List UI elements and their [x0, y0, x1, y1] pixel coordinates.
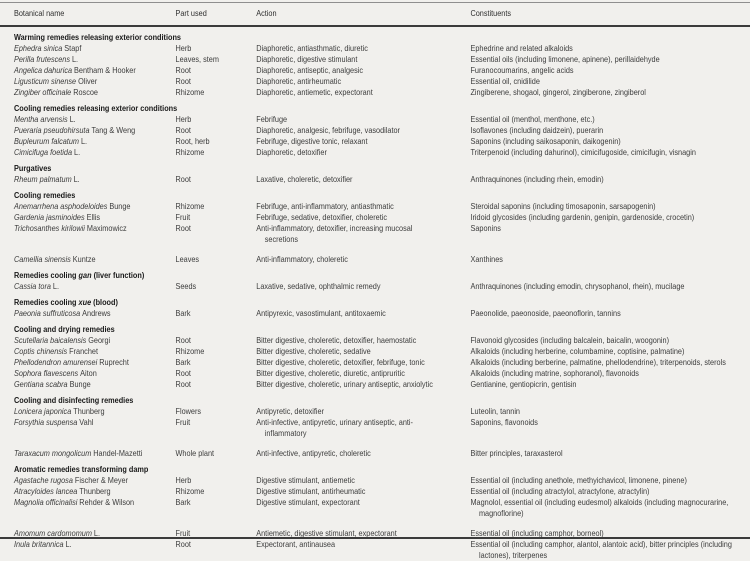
constituents-cell: Bitter principles, taraxasterol: [470, 448, 563, 458]
constituents-cell: Flavonoid glycosides (including balcalein, baicalin, woogonin): [470, 335, 670, 345]
botanical-name-cell: [14, 114, 176, 125]
section-title-italic: xue: [78, 297, 92, 307]
part-used-cell: Root: [175, 379, 191, 389]
action-cell: Febrifuge, anti-inflammatory, antiasthmatic: [256, 201, 394, 211]
action-cell: Febrifuge: [256, 114, 288, 124]
botanical-authority: Bunge: [109, 201, 131, 211]
botanical-authority: Aiton: [80, 368, 97, 378]
table-row: [14, 65, 747, 76]
action-cell: Febrifuge, digestive tonic, relaxant: [256, 136, 368, 146]
action-cell: Digestive stimulant, antirheumatic: [256, 486, 366, 496]
botanical-authority: Ellis: [86, 212, 101, 222]
botanical-authority: L.: [80, 136, 88, 146]
constituents-cell: Xanthines: [470, 254, 503, 264]
column-header-part-used: Part used: [175, 8, 207, 18]
botanical-name-cell: [14, 136, 176, 147]
action-cell: Diaphoretic, antiseptic, analgesic: [256, 65, 364, 75]
part-used-cell: Leaves: [175, 254, 200, 264]
botanical-authority: Kuntze: [72, 254, 96, 264]
part-used-cell: Root, herb: [175, 136, 210, 146]
botanical-name-cell: [14, 54, 176, 65]
botanical-authority: L.: [73, 174, 80, 184]
section-header: [14, 32, 747, 43]
botanical-latin: Amomum cardomomum: [14, 528, 92, 538]
botanical-name-cell: [14, 497, 176, 519]
table-row: [14, 201, 747, 212]
action-cell: Laxative, choleretic, detoxifier: [256, 174, 353, 184]
section-title-post: (blood): [91, 297, 118, 307]
constituents-cell: Essential oils (including limonene, apinene), perillaidehyde: [470, 54, 660, 64]
part-used-cell: Fruit: [175, 528, 191, 538]
action-cell: Antiemetic, digestive stimulant, expectorant: [256, 528, 397, 538]
table-row: [14, 346, 747, 357]
constituents-cell: Gentianine, gentiopicrin, gentisin: [470, 379, 577, 389]
part-used-cell: Bark: [175, 308, 191, 318]
botanical-authority: Ruprecht: [99, 357, 129, 367]
botanical-authority: Stapf: [64, 43, 82, 53]
constituents-cell: Triterpenoid (including dahurinol), cimicifugoside, cimicifugin, visnagin: [470, 147, 696, 157]
part-used-cell: Fruit: [175, 417, 191, 427]
botanical-authority: Roscoe: [73, 87, 98, 97]
constituents-cell: Saponins (including saikosaponin, daikogenin): [470, 136, 621, 146]
table-row: [14, 497, 747, 519]
action-cell: Bitter digestive, choleretic, diuretic, antipruritic: [256, 368, 405, 378]
section-title-pre: Purgatives: [14, 163, 52, 173]
botanical-authority: Vahl: [79, 417, 94, 427]
botanical-latin: Forsythia suspensa: [14, 417, 78, 427]
botanical-latin: Mentha arvensis: [14, 114, 68, 124]
part-used-cell: Root: [175, 65, 191, 75]
table-row: [14, 87, 747, 98]
table-row: [14, 43, 747, 54]
table-row: [14, 448, 747, 459]
section-header: [14, 464, 747, 475]
botanical-authority: L.: [74, 147, 81, 157]
botanical-authority: Andrews: [82, 308, 111, 318]
botanical-latin: Perilla frutescens: [14, 54, 71, 64]
botanical-authority: Oliver: [78, 76, 98, 86]
botanical-latin: Pueraria pseudohirsuta: [14, 125, 90, 135]
part-used-cell: Root: [175, 539, 191, 549]
part-used-cell: Rhizome: [175, 201, 205, 211]
section-header: [14, 270, 747, 281]
section-header: [14, 190, 747, 201]
constituents-cell: Alkaloids (including herberine, columbamine, coptisine, palmatine): [470, 346, 685, 356]
botanical-authority: Fischer & Meyer: [74, 475, 129, 485]
part-used-cell: Rhizome: [175, 486, 205, 496]
botanical-name-cell: [14, 417, 176, 439]
botanical-latin: Taraxacum mongolicum: [14, 448, 92, 458]
part-used-cell: Rhizome: [175, 87, 205, 97]
constituents-cell: Furanocoumarins, angelic acids: [470, 65, 574, 75]
botanical-name-cell: [14, 147, 176, 158]
botanical-latin: Zingiber officinale: [14, 87, 72, 97]
column-header-action: Action: [256, 8, 277, 18]
botanical-name-cell: [14, 486, 176, 497]
section-header: [14, 324, 747, 335]
table-row: [14, 76, 747, 87]
part-used-cell: Root: [175, 174, 191, 184]
part-used-cell: Whole plant: [175, 448, 215, 458]
section-title-pre: Cooling remedies: [14, 190, 76, 200]
action-cell: Antipyrexic, vasostimulant, antitoxaemic: [256, 308, 386, 318]
botanical-name-cell: [14, 125, 176, 136]
table-row: [14, 114, 747, 125]
part-used-cell: Rhizome: [175, 147, 205, 157]
table-row: [14, 254, 747, 265]
action-cell: Antipyretic, detoxifier: [256, 406, 325, 416]
section-title-pre: Cooling remedies releasing exterior conditions: [14, 103, 178, 113]
botanical-name-cell: [14, 357, 176, 368]
part-used-cell: Leaves, stem: [175, 54, 219, 64]
table-row: [14, 281, 747, 292]
part-used-cell: Root: [175, 335, 191, 345]
table-row: [14, 357, 747, 368]
action-cell: Anti-infective, antipyretic, choleretic: [256, 448, 371, 458]
part-used-cell: Herb: [175, 43, 192, 53]
botanical-name-cell: [14, 212, 176, 223]
table-row: [14, 212, 747, 223]
botanical-authority: L.: [69, 114, 76, 124]
constituents-cell: Luteolin, tannin: [470, 406, 521, 416]
botanical-authority: L.: [93, 528, 100, 538]
constituents-cell: Essential oil (including atractylol, atractylone, atractylin): [470, 486, 650, 496]
action-cell: Digestive stimulant, antiemetic: [256, 475, 355, 485]
section-title-pre: Remedies cooling: [14, 270, 79, 280]
botanical-name-cell: [14, 368, 176, 379]
table-row: [14, 539, 747, 561]
part-used-cell: Bark: [175, 497, 191, 507]
action-cell: Febrifuge, sedative, detoxifier, choleretic: [256, 212, 388, 222]
action-cell: Anti-inflammatory, choleretic: [256, 254, 348, 264]
botanical-latin: Anemarrhena asphodeloides: [14, 201, 108, 211]
action-cell: Diaphoretic, detoxifier: [256, 147, 327, 157]
section-header: [14, 395, 747, 406]
table-row: [14, 368, 747, 379]
botanical-authority: Thunberg: [79, 486, 111, 496]
action-cell: Bitter digestive, choleretic, urinary antiseptic, anxiolytic: [256, 379, 433, 389]
constituents-cell: Steroidal saponins (including timosaponin, sarsapogenin): [470, 201, 656, 211]
botanical-authority: Maximowicz: [86, 223, 127, 233]
section-title-italic: gan: [78, 270, 92, 280]
botanical-latin: Bupleurum falcatum: [14, 136, 79, 146]
constituents-cell: Essential oil (including camphor, alantol, alantoic acid), bitter principles (including lactones), triterpenes: [470, 539, 732, 560]
section-title-pre: Remedies cooling: [14, 297, 79, 307]
botanical-name-cell: [14, 281, 176, 292]
botanical-latin: Cassia tora: [14, 281, 51, 291]
table-row: [14, 417, 747, 439]
botanical-latin: Camellia sinensis: [14, 254, 71, 264]
action-cell: Diaphoretic, antiasthmatic, diuretic: [256, 43, 368, 53]
section-header: [14, 103, 747, 114]
botanical-name-cell: [14, 43, 176, 54]
part-used-cell: Root: [175, 223, 191, 233]
botanical-name-cell: [14, 448, 176, 459]
section-title-post: (liver function): [91, 270, 145, 280]
constituents-cell: Essential oil, cnidilide: [470, 76, 540, 86]
table-row: [14, 147, 747, 158]
constituents-cell: Isoflavones (including daidzein), puerarin: [470, 125, 604, 135]
constituents-cell: Anthraquinones (including rhein, emodin): [470, 174, 604, 184]
table-row: [14, 136, 747, 147]
botanical-latin: Lonicera japonica: [14, 406, 72, 416]
header-rule: [0, 25, 750, 27]
table-row: [14, 486, 747, 497]
botanical-authority: Handel-Mazetti: [93, 448, 143, 458]
table-row: [14, 125, 747, 136]
constituents-cell: Ephedrine and related alkaloids: [470, 43, 573, 53]
section-title-pre: Aromatic remedies transforming damp: [14, 464, 149, 474]
botanical-name-cell: [14, 308, 176, 319]
part-used-cell: Root: [175, 368, 191, 378]
constituents-cell: Essential oil (including camphor, borneol): [470, 528, 604, 538]
botanical-latin: Coptis chinensis: [14, 346, 68, 356]
botanical-latin: Magnolia officinalisi: [14, 497, 78, 507]
botanical-authority: Franchet: [69, 346, 98, 356]
action-cell: Bitter digestive, choleretic, sedative: [256, 346, 371, 356]
botanical-authority: Georgi: [88, 335, 111, 345]
table-row: [14, 379, 747, 390]
constituents-cell: Saponins: [470, 223, 501, 233]
action-cell: Diaphoretic, digestive stimulant: [256, 54, 358, 64]
table-header-row: [14, 8, 747, 19]
constituents-cell: Saponins, flavonoids: [470, 417, 538, 427]
table-row: [14, 335, 747, 346]
botanical-name-cell: [14, 87, 176, 98]
botanical-latin: Cimicifuga foetida: [14, 147, 73, 157]
constituents-cell: Paeonolide, paeonoside, paeonoflorin, tannins: [470, 308, 621, 318]
action-cell: Diaphoretic, antirheumatic: [256, 76, 342, 86]
botanical-authority: Thunberg: [73, 406, 105, 416]
botanical-name-cell: [14, 346, 176, 357]
table-row: [14, 223, 747, 245]
action-cell: Digestive stimulant, expectorant: [256, 497, 360, 507]
column-header-constituents: Constituents: [470, 8, 512, 18]
action-cell: Anti-infective, antipyretic, urinary antiseptic, anti-inflammatory: [256, 417, 413, 438]
part-used-cell: Root: [175, 125, 191, 135]
part-used-cell: Seeds: [175, 281, 197, 291]
botanical-authority: Bentham & Hooker: [74, 65, 136, 75]
botanical-latin: Trichosanthes kirilowii: [14, 223, 85, 233]
botanical-name-cell: [14, 174, 176, 185]
botanical-name-cell: [14, 335, 176, 346]
botanical-latin: Scutellaria baicalensis: [14, 335, 87, 345]
section-title-pre: Cooling and disinfecting remedies: [14, 395, 134, 405]
constituents-cell: Essential oil (menthol, menthone, etc.): [470, 114, 595, 124]
part-used-cell: Root: [175, 76, 191, 86]
action-cell: Laxative, sedative, ophthalmic remedy: [256, 281, 381, 291]
constituents-cell: Essential oil (including anethole, methyichavicol, limonene, pinene): [470, 475, 687, 485]
botanical-authority: L.: [65, 539, 72, 549]
botanical-latin: Rheum palmatum: [14, 174, 72, 184]
top-rule: [0, 2, 750, 3]
botanical-latin: Inula britannica: [14, 539, 64, 549]
botanical-name-cell: [14, 223, 176, 245]
action-cell: Diaphoretic, antiemetic, expectorant: [256, 87, 373, 97]
botanical-name-cell: [14, 475, 176, 486]
action-cell: Diaphoretic, analgesic, febrifuge, vasodilator: [256, 125, 400, 135]
constituents-cell: Alkaloids (including berberine, palmatine, phellodendrine), triterpenoids, sterols: [470, 357, 726, 367]
botanical-name-cell: [14, 201, 176, 212]
botanical-name-cell: [14, 65, 176, 76]
part-used-cell: Flowers: [175, 406, 202, 416]
constituents-cell: Anthraquinones (including emodin, chrysophanol, rhein), mucilage: [470, 281, 685, 291]
part-used-cell: Fruit: [175, 212, 191, 222]
constituents-cell: Alkaloids (including matrine, sophoranol), flavonoids: [470, 368, 639, 378]
part-used-cell: Rhizome: [175, 346, 205, 356]
column-header-botanical-name: Botanical name: [14, 8, 65, 18]
action-cell: Expectorant, antinausea: [256, 539, 336, 549]
action-cell: Anti-inflammatory, detoxifier, increasing mucosal secretions: [256, 223, 413, 244]
botanical-authority: L.: [71, 54, 79, 64]
constituents-cell: Magnolol, essential oil (including eudesmol) alkaloids (including magnocurarine, magnoflorine): [470, 497, 729, 518]
table-row: [14, 406, 747, 417]
botanical-authority: Bunge: [69, 379, 91, 389]
section-header: [14, 163, 747, 174]
section-title-pre: Warming remedies releasing exterior conditions: [14, 32, 181, 42]
botanical-authority: L.: [52, 281, 60, 291]
botanical-latin: Angelica dahurica: [14, 65, 73, 75]
botanical-latin: Ephedra sinica: [14, 43, 63, 53]
part-used-cell: Herb: [175, 114, 192, 124]
botanical-name-cell: [14, 76, 176, 87]
action-cell: Bitter digestive, choleretic, detoxifier, haemostatic: [256, 335, 417, 345]
botanical-latin: Gentiana scabra: [14, 379, 68, 389]
botanical-latin: Sophora flavescens: [14, 368, 79, 378]
table-row: [14, 475, 747, 486]
constituents-cell: Zingiberene, shogaol, gingerol, zingiberone, zingiberol: [470, 87, 646, 97]
botanical-name-cell: [14, 379, 176, 390]
botanical-name-cell: [14, 254, 176, 265]
section-header: [14, 297, 747, 308]
part-used-cell: Bark: [175, 357, 191, 367]
botanical-latin: Gardenia jasminoides: [14, 212, 85, 222]
table-row: [14, 308, 747, 319]
botanical-latin: Phellodendron amurensei: [14, 357, 98, 367]
table-row: [14, 54, 747, 65]
botanical-authority: Tang & Weng: [91, 125, 136, 135]
botanical-latin: Atracyloides lancea: [14, 486, 78, 496]
botanical-name-cell: [14, 539, 176, 561]
botanical-latin: Ligusticum sinense: [14, 76, 77, 86]
botanical-name-cell: [14, 406, 176, 417]
botanical-authority: Rehder & Wilson: [79, 497, 135, 507]
table-row: [14, 174, 747, 185]
botanical-latin: Paeonia suffruticosa: [14, 308, 81, 318]
section-title-pre: Cooling and drying remedies: [14, 324, 115, 334]
constituents-cell: Iridoid glycosides (including gardenin, genipin, gardenoside, crocetin): [470, 212, 695, 222]
bottom-rule: [0, 537, 750, 539]
part-used-cell: Herb: [175, 475, 192, 485]
botanical-latin: Agastache rugosa: [14, 475, 73, 485]
action-cell: Bitter digestive, choleretic, detoxifier, febrifuge, tonic: [256, 357, 425, 367]
